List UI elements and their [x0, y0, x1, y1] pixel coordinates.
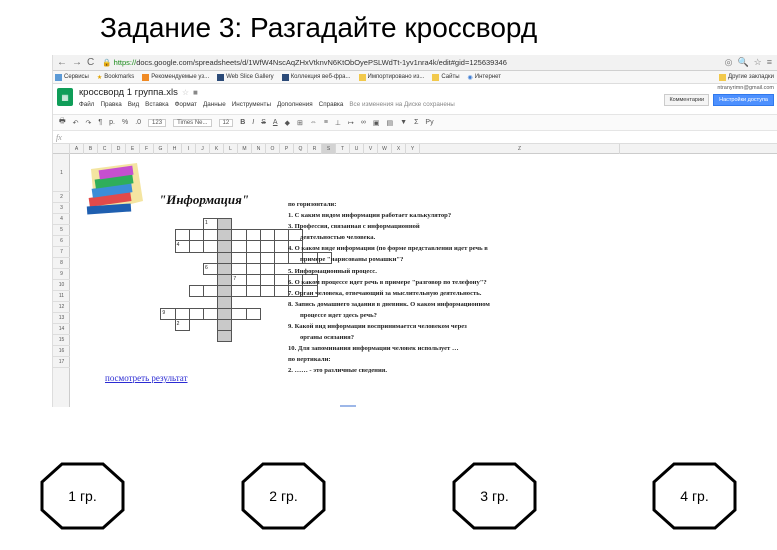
folder-icon	[432, 74, 439, 81]
bookmark-label: Импортировано из...	[367, 74, 425, 80]
crossword-cell-number[interactable]: 7	[231, 274, 246, 286]
row-header[interactable]: 17	[53, 357, 70, 368]
menu-edit[interactable]: Правка	[100, 101, 122, 108]
forward-arrow-icon[interactable]: →	[72, 57, 82, 68]
menu-format[interactable]: Формат	[174, 101, 197, 108]
currency-icon[interactable]: р.	[109, 119, 115, 126]
crossword-cell-number[interactable]: 4	[175, 240, 190, 252]
bookmark-bookmarks[interactable]	[97, 74, 134, 81]
undo-icon[interactable]: ↶	[72, 119, 79, 127]
group-4-octagon	[652, 462, 737, 530]
comment-icon[interactable]: ▣	[372, 119, 380, 127]
row-header[interactable]: 4	[53, 214, 70, 225]
strikethrough-icon[interactable]: S	[261, 119, 266, 126]
row-header[interactable]: 11	[53, 291, 70, 302]
account-email[interactable]: ntranyrimn@gmail.com	[717, 85, 774, 91]
row-header[interactable]: 14	[53, 324, 70, 335]
bookmark-label: Сервисы	[64, 74, 89, 80]
print-icon[interactable]: 🖶	[59, 118, 66, 125]
bookmark-label: Коллекция веб-фра...	[290, 74, 351, 80]
crossword-cell-number[interactable]: 2	[175, 319, 190, 331]
row-header[interactable]: 13	[53, 313, 70, 324]
folder-icon	[719, 74, 726, 81]
fill-color-icon[interactable]: ◆	[284, 119, 290, 127]
row-header[interactable]: 16	[53, 346, 70, 357]
bookmark-label: Сайты	[441, 74, 460, 80]
books-clipart	[83, 161, 145, 219]
question-line: 3. Профессия, связанная с информационной	[288, 223, 420, 231]
italic-icon[interactable]: I	[252, 119, 255, 126]
group-2-octagon	[241, 462, 326, 530]
bookmark-label: Web Slice Gallery	[226, 74, 274, 80]
text-color-icon[interactable]: A	[272, 119, 278, 126]
menu-file[interactable]: Файл	[79, 101, 95, 108]
bookmark-icon	[217, 74, 224, 81]
question-line: 5. Информационный процесс.	[288, 267, 377, 275]
reload-icon[interactable]: C	[87, 57, 95, 68]
question-line: процессе идет здесь речь?	[300, 311, 377, 319]
column-header[interactable]: T	[336, 144, 350, 154]
question-line: деятельностью человека.	[300, 234, 376, 242]
browser-toolbar	[53, 55, 777, 71]
column-header[interactable]: P	[280, 144, 294, 154]
zoom-icon[interactable]: 🔍	[737, 57, 749, 67]
crossword-cell[interactable]	[189, 308, 204, 320]
crossword-cell[interactable]	[246, 285, 261, 297]
link-icon[interactable]: ∞	[360, 119, 366, 126]
select-all-corner[interactable]	[53, 144, 70, 154]
format-toolbar	[53, 114, 777, 131]
fx-icon: fx	[56, 132, 62, 142]
crossword-cell[interactable]	[246, 308, 261, 320]
bookmark-collection[interactable]	[282, 74, 351, 81]
question-line: органы осязания?	[300, 334, 355, 342]
valign-icon[interactable]: ⊥	[334, 119, 342, 127]
bookmark-icon	[282, 74, 289, 81]
address-bar[interactable]	[102, 57, 724, 69]
apps-grid-icon	[55, 74, 62, 81]
column-header[interactable]: M	[238, 144, 252, 154]
column-header[interactable]: C	[98, 144, 112, 154]
group-3-octagon	[452, 462, 537, 530]
question-line: 4. О каком виде информации (по форме представления идет речь в	[288, 245, 488, 253]
back-arrow-icon[interactable]: ←	[57, 57, 67, 68]
star-icon[interactable]: ☆	[181, 88, 190, 97]
column-header[interactable]: D	[112, 144, 126, 154]
bookmark-icon	[142, 74, 149, 81]
column-header[interactable]: I	[182, 144, 196, 154]
menu-tools[interactable]: Инструменты	[231, 101, 271, 108]
chart-icon[interactable]: ▤	[386, 119, 394, 127]
column-header[interactable]: E	[126, 144, 140, 154]
column-headers	[53, 144, 777, 154]
font-select[interactable]: Times Ne...	[173, 119, 211, 127]
align-icon[interactable]: ≡	[323, 119, 328, 126]
row-header[interactable]: 8	[53, 258, 70, 269]
group-4-label: 4 гр.	[680, 488, 709, 504]
column-header[interactable]: B	[84, 144, 98, 154]
group-3-label: 3 гр.	[480, 488, 509, 504]
save-status: Все изменения на Диске сохранены	[349, 101, 455, 108]
row-header[interactable]: 5	[53, 225, 70, 236]
column-header[interactable]: V	[364, 144, 378, 154]
bookmarks-bar	[53, 71, 777, 84]
menu-help[interactable]: Справка	[318, 101, 344, 108]
column-header[interactable]: L	[224, 144, 238, 154]
crossword-cell[interactable]	[189, 240, 204, 252]
column-header[interactable]: A	[70, 144, 84, 154]
question-line: 10. Для запоминания информации человек использует …	[288, 345, 459, 353]
row-header[interactable]: 12	[53, 302, 70, 313]
bookmark-label: Другие закладки	[728, 74, 774, 80]
borders-icon[interactable]: ⊞	[296, 119, 303, 127]
bookmark-star-icon[interactable]: ☆	[753, 57, 762, 67]
wrap-icon[interactable]: ↦	[348, 119, 354, 127]
column-header[interactable]: K	[210, 144, 224, 154]
column-header[interactable]: O	[266, 144, 280, 154]
crossword-cell[interactable]	[231, 285, 246, 297]
formula-bar[interactable]	[53, 131, 777, 144]
row-header[interactable]: 1	[53, 154, 70, 192]
column-header[interactable]: G	[154, 144, 168, 154]
column-header[interactable]: H	[168, 144, 182, 154]
globe-icon: ◉	[467, 74, 473, 81]
horizontal-scrollbar[interactable]	[340, 405, 356, 407]
row-header[interactable]: 15	[53, 335, 70, 346]
crossword-cell[interactable]	[189, 285, 204, 297]
question-line: 7. Орган человека, отвечающий за мыслительную деятельность.	[288, 289, 482, 297]
crossword-cell[interactable]	[231, 308, 246, 320]
lock-icon: 🔒	[102, 57, 112, 67]
crossword-cell[interactable]	[260, 285, 275, 297]
column-header[interactable]: R	[308, 144, 322, 154]
question-line: по вертикали:	[288, 356, 331, 364]
crossword-cell[interactable]	[203, 308, 218, 320]
folder-icon	[359, 74, 366, 81]
crossword-cell-number[interactable]: 1	[203, 218, 218, 230]
column-header[interactable]: S	[322, 144, 336, 154]
number-format-select[interactable]: 123	[148, 119, 166, 127]
column-header[interactable]: W	[378, 144, 392, 154]
question-line: примере "нарисованы ромашки"?	[300, 256, 404, 264]
crossword-cell[interactable]	[203, 285, 218, 297]
sheets-logo-icon[interactable]: ▦	[57, 88, 73, 106]
bookmark-label: Рекомендуемые уз...	[151, 74, 210, 80]
crossword-cell[interactable]	[217, 330, 232, 342]
font-size-select[interactable]: 12	[219, 119, 234, 127]
column-header[interactable]: Y	[406, 144, 420, 154]
menu-view[interactable]: Вид	[127, 101, 140, 108]
comments-button[interactable]: Комментарии	[664, 94, 709, 106]
bookmark-sites[interactable]	[432, 74, 459, 81]
url-path: docs.google.com/spreadsheets/d/1WfW4NscAqZHxVtknvN6KtObOyePSLWdTt-1yv1nra4k/edit#gid=125639346	[136, 57, 507, 67]
spreadsheet-screenshot	[52, 55, 777, 407]
question-line: 2. …… - это различные сведения.	[288, 367, 387, 375]
menu-bar	[79, 101, 664, 108]
url-scheme: https://	[113, 57, 137, 67]
menu-addons[interactable]: Дополнения	[276, 101, 313, 108]
bookmark-other[interactable]	[719, 74, 777, 81]
column-header[interactable]: N	[252, 144, 266, 154]
column-header[interactable]: Z	[420, 144, 620, 154]
bookmark-label: Интернет	[474, 74, 501, 80]
group-1-label: 1 гр.	[68, 488, 97, 504]
extension-icon[interactable]: ◎	[724, 57, 733, 67]
bold-icon[interactable]: B	[240, 119, 246, 126]
column-header[interactable]: U	[350, 144, 364, 154]
decimal-icon[interactable]: .0	[135, 119, 142, 126]
bookmark-label: Bookmarks	[104, 74, 135, 80]
slide-title: Задание 3: Разгадайте кроссворд	[100, 12, 538, 43]
row-header[interactable]: 2	[53, 192, 70, 203]
folder-icon[interactable]: ■	[193, 88, 198, 97]
show-result-link[interactable]: посмотреть результат	[105, 373, 188, 383]
row-header[interactable]: 9	[53, 269, 70, 280]
menu-data[interactable]: Данные	[202, 101, 226, 108]
bookmark-webslice[interactable]	[217, 74, 274, 81]
functions-icon[interactable]: Σ	[414, 119, 419, 126]
bookmark-imported[interactable]	[359, 74, 425, 81]
row-header[interactable]: 7	[53, 247, 70, 258]
filter-icon[interactable]: ▼	[400, 119, 408, 126]
menu-insert[interactable]: Вставка	[145, 101, 169, 108]
group-1-octagon	[40, 462, 125, 530]
column-header[interactable]: J	[196, 144, 210, 154]
menu-icon[interactable]: ≡	[766, 57, 772, 67]
crossword-cell-number[interactable]: 6	[203, 263, 218, 275]
star-icon: ★	[96, 74, 103, 81]
crossword-title: "Информация"	[159, 192, 249, 207]
crossword-cell[interactable]	[203, 240, 218, 252]
question-line: 6. О каком процессе идет речь в примере "разговор по телефону"?	[288, 278, 487, 286]
question-line: по горизонтали:	[288, 201, 337, 208]
column-header[interactable]: X	[392, 144, 406, 154]
column-header[interactable]: Q	[294, 144, 308, 154]
crossword-questions	[288, 199, 588, 377]
crossword-cell[interactable]	[274, 252, 289, 264]
merge-icon[interactable]: ⇔	[309, 119, 317, 126]
bookmark-internet[interactable]	[468, 74, 501, 81]
redo-icon[interactable]: ↷	[85, 119, 92, 127]
group-2-label: 2 гр.	[269, 488, 298, 504]
row-header[interactable]: 3	[53, 203, 70, 214]
column-header[interactable]: F	[140, 144, 154, 154]
bookmark-recommended[interactable]	[142, 74, 209, 81]
crossword-cell[interactable]	[274, 285, 289, 297]
paint-format-icon[interactable]: ¶	[98, 119, 103, 126]
document-title[interactable]: кроссворд 1 группа.xls	[79, 87, 178, 98]
row-header[interactable]: 10	[53, 280, 70, 291]
row-header[interactable]: 6	[53, 236, 70, 247]
row-headers	[53, 154, 70, 407]
question-line: 9. Какой вид информации воспринимается человеком через	[288, 323, 467, 331]
crossword-cell-number[interactable]: 9	[160, 308, 175, 320]
input-tools-icon[interactable]: Ру	[425, 119, 434, 126]
document-header	[53, 84, 777, 114]
share-button[interactable]: Настройки доступа	[713, 94, 774, 106]
bookmark-apps[interactable]	[55, 74, 89, 81]
question-line: 8. Запись домашнего задания в дневник. О каком информационном	[288, 300, 490, 308]
percent-icon[interactable]: %	[121, 119, 129, 126]
question-line: 1. С каким видом информации работает калькулятор?	[288, 212, 452, 220]
